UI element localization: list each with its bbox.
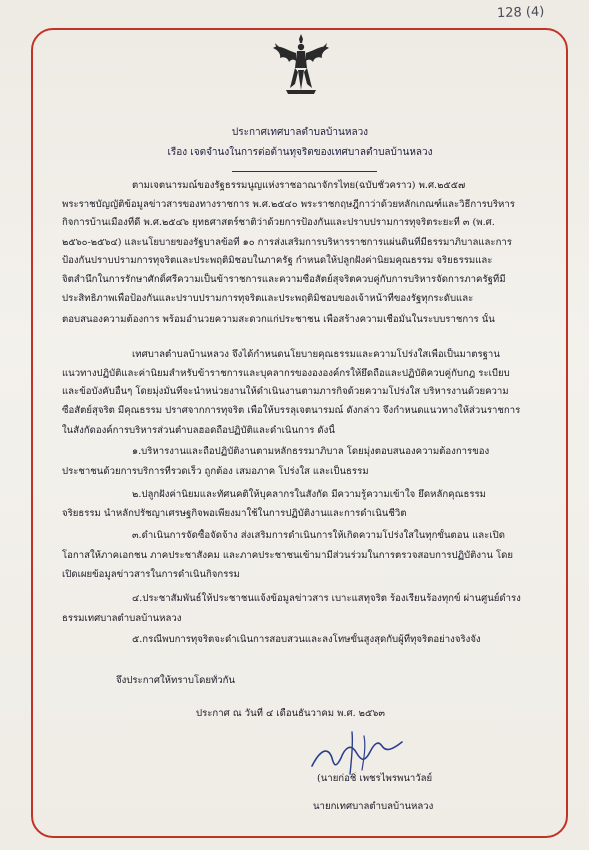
- text-line: ธรรมเทศบาลตำบลบ้านหลวง: [62, 613, 182, 624]
- text-line: เปิดเผยข้อมูลข่าวสารในการดำเนินกิจกรรม: [62, 569, 240, 580]
- text-line: ๕.กรณีพบการทุจริตจะดำเนินการสอบสวนและลงโทษขั้นสูงสุดกับผู้ที่ทุจริตอย่างจริงจัง: [132, 634, 481, 645]
- text-line: จริยธรรม นำหลักปรัชญาเศรษฐกิจพอเพียงมาใช้ในการปฏิบัติงานและการดำเนินชีวิต: [62, 508, 407, 519]
- text-line: ประสิทธิภาพเพื่อป้องกันและปราบปรามการทุจริตและประพฤติมิชอบของเจ้าหน้าที่ของรัฐทุกระดับและ: [62, 293, 474, 304]
- text-line: ๓.ดำเนินการจัดซื้อจัดจ้าง ส่งเสริมการดำเนินการให้เกิดความโปร่งใสในทุกขั้นตอน และเปิด: [132, 530, 505, 541]
- text-line: แนวทางปฏิบัติและค่านิยมสำหรับข้าราชการและบุคลากรของององค์กรให้ยึดถือและปฏิบัติควบคู่กับกฎ ระเบียบ: [62, 368, 510, 379]
- text-line: ๒๕๖๐-๒๕๖๔) และนโยบายของรัฐบาลข้อที่ ๑๐ การส่งเสริมการบริหารราชการแผ่นดินที่มีธรรมาภิบาลและการ: [62, 237, 512, 248]
- text-line: โอกาสให้ภาคเอกชน ภาคประชาสังคม และภาคประชาชนเข้ามามีส่วนร่วมในการตรวจสอบการปฏิบัติงาน โดย: [62, 550, 514, 561]
- signature-image: [306, 728, 410, 778]
- document-title: ประกาศเทศบาลตำบลบ้านหลวง: [231, 127, 369, 138]
- text-line: ๑.บริหารงานและถือปฏิบัติงานตามหลักธรรมาภิบาล โดยมุ่งตอบสนองความต้องการของ: [132, 446, 490, 457]
- text-line: ตามเจตนารมณ์ของรัฐธรรมนูญแห่งราชอาณาจักรไทย(ฉบับชั่วคราว) พ.ศ.๒๕๕๗: [132, 180, 466, 191]
- garuda-emblem-icon: [270, 32, 332, 98]
- text-line: จิตสำนึกในการรักษาศักดิ์ศรีความเป็นข้าราชการและความซื่อสัตย์สุจริตควบคู่กับการบริหารจัดการภาครัฐที่มี: [62, 274, 506, 285]
- text-line: กิจการบ้านเมืองที่ดี พ.ศ.๒๕๔๖ ยุทธศาสตร์ชาติว่าด้วยการป้องกันและปราบปรามการทุจริตระยะที่ ๓ (พ.ศ.: [62, 217, 495, 228]
- title-divider: [232, 171, 377, 172]
- signer-name: (นายก่อชิ่ เพชรไพรพนาวัลย์: [317, 773, 433, 784]
- text-line: ซื่อสัตย์สุจริต มีคุณธรรม ปราศจากการทุจริต เพื่อให้บรรลุเจตนารมณ์ ดังกล่าว จึงกำหนดแนวทางให้ส่วนราชการ: [62, 405, 521, 416]
- signer-title: นายกเทศบาลตำบลบ้านหลวง: [313, 801, 434, 812]
- text-line: และข้อบังคับอื่นๆ โดยมุ่งมั่นที่จะนำหน่วยงานให้ดำเนินงานตามภารกิจด้วยความโปร่งใส บริหารงานด้วยความ: [62, 386, 509, 397]
- text-line: ในสังกัดองค์การบริหารส่วนตำบลฮอดถือปฏิบัติและดำเนินการ ดังนี้: [62, 425, 335, 436]
- text-line: เทศบาลตำบลบ้านหลวง จึงได้กำหนดนโยบายคุณธรรมและความโปร่งใสเพื่อเป็นมาตรฐาน: [132, 349, 500, 360]
- page-number: 128 (4): [496, 4, 545, 22]
- announcement-date: ประกาศ ณ วันที่ ๔ เดือนธันวาคม พ.ศ. ๒๕๖๓: [196, 708, 385, 719]
- text-line: ประชาชนด้วยการบริการที่รวดเร็ว ถูกต้อง เสมอภาค โปร่งใส และเป็นธรรม: [62, 466, 369, 477]
- text-line: ป้องกันปราบปรามการทุจริตและประพฤติมิชอบในภาครัฐ กำหนดให้ปลูกฝังค่านิยมคุณธรรม จริยธรรมและ: [62, 255, 493, 266]
- text-line: ๒.ปลูกฝังค่านิยมและทัศนคติให้บุคลากรในสังกัด มีความรู้ความเข้าใจ ยึดหลักคุณธรรม: [132, 489, 486, 500]
- text-line: ๔.ประชาสัมพันธ์ให้ประชาชนแจ้งข้อมูลข่าวสาร เบาะแสทุจริต ร้องเรียนร้องทุกข์ ผ่านศูนย์ดำรง: [132, 593, 521, 604]
- text-line: ตอบสนองความต้องการ พร้อมอำนวยความสะดวกแก่ประชาชน เพื่อสร้างความเชื่อมั่นในระบบราชการ นั้น: [62, 314, 495, 325]
- closing-statement: จึงประกาศให้ทราบโดยทั่วกัน: [116, 675, 236, 686]
- text-line: พระราชบัญญัติข้อมูลข่าวสารของทางราชการ พ.ศ.๒๕๔๐ พระราชกฤษฎีกาว่าด้วยหลักเกณฑ์และวิธีการบริหาร: [62, 199, 515, 210]
- document-subject: เรื่อง เจตจำนงในการต่อต้านทุจริตของเทศบาลตำบลบ้านหลวง: [167, 147, 433, 158]
